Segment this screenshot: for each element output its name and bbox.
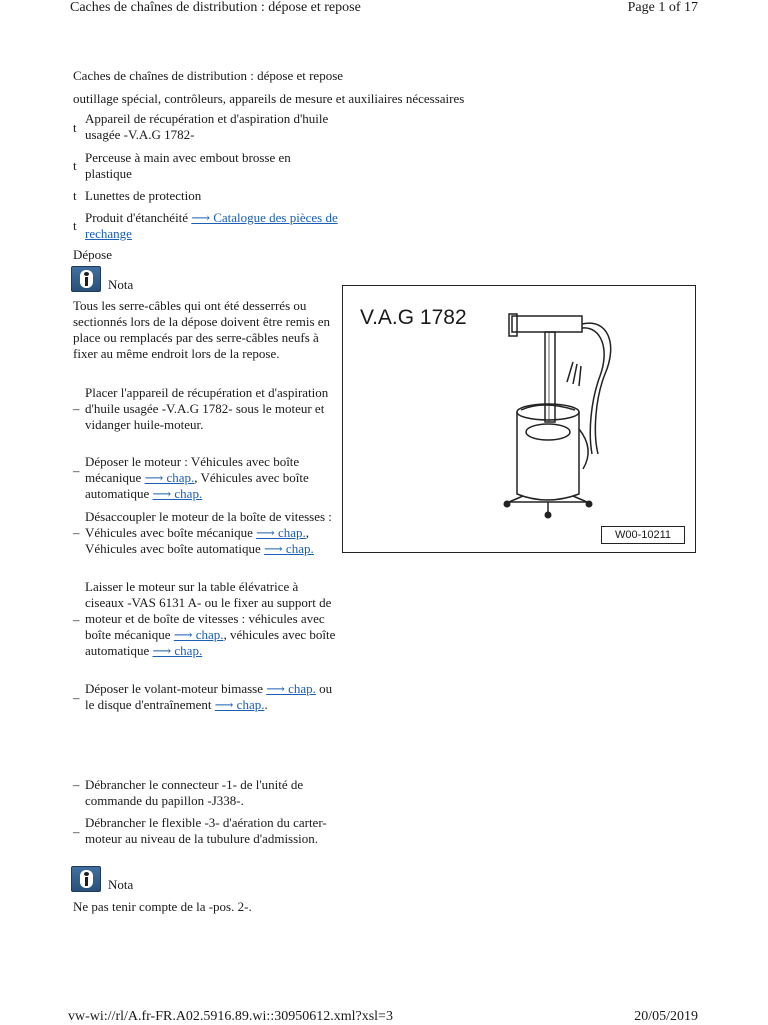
nota-label: Nota bbox=[108, 877, 134, 892]
bullet-marker: t bbox=[73, 188, 77, 203]
info-icon bbox=[71, 266, 101, 292]
footer-date: 20/05/2019 bbox=[634, 1009, 698, 1024]
step-text: , Véhicules avec boîte automatique bbox=[85, 525, 310, 556]
step-item bbox=[73, 777, 338, 809]
step-item bbox=[73, 454, 338, 502]
step-item bbox=[73, 815, 338, 847]
dash-marker: – bbox=[73, 401, 80, 416]
dash-marker: – bbox=[73, 777, 80, 792]
chap-link[interactable]: ⟶ chap. bbox=[173, 627, 224, 642]
oil-extractor-illustration bbox=[483, 304, 663, 534]
tool-text: Appareil de récupération et d'aspiration d'huile usagée -V.A.G 1782- bbox=[85, 111, 329, 142]
step-text: Débrancher le flexible -3- d'aération du carter-moteur au niveau de la tubulure d'admission. bbox=[85, 815, 327, 846]
step-text: Déposer le moteur : Véhicules avec boîte mécanique bbox=[85, 454, 300, 485]
depose-heading: Dépose bbox=[73, 247, 112, 262]
step-text: Déposer le volant-moteur bimasse bbox=[85, 681, 267, 696]
dash-marker: – bbox=[73, 525, 80, 540]
tools-heading: outillage spécial, contrôleurs, appareils de mesure et auxiliaires nécessaires bbox=[73, 91, 465, 106]
nota-text: Ne pas tenir compte de la -pos. 2-. bbox=[73, 899, 252, 914]
step-text: . bbox=[264, 697, 268, 712]
dash-marker: – bbox=[73, 612, 80, 627]
tool-text: Lunettes de protection bbox=[85, 188, 202, 203]
header-title: Caches de chaînes de distribution : dépose et repose bbox=[70, 0, 361, 15]
catalogue-link[interactable]: ⟶ Catalogue des pièces de rechange bbox=[85, 210, 338, 241]
step-item bbox=[73, 681, 338, 713]
step-item bbox=[73, 385, 338, 433]
tool-text: Produit d'étanchéité bbox=[85, 210, 192, 225]
nota-text bbox=[73, 298, 335, 362]
step-text: Placer l'appareil de récupération et d'aspiration d'huile usagée -V.A.G 1782- sous le moteur et vidanger huile-moteur. bbox=[85, 385, 329, 432]
step-text: Désaccoupler le moteur de la boîte de vitesses : Véhicules avec boîte mécanique bbox=[85, 509, 332, 540]
chap-link[interactable]: ⟶ chap. bbox=[266, 681, 316, 696]
figure-code: W00-10211 bbox=[601, 526, 685, 544]
step-text: Débrancher le connecteur -1- de l'unité de commande du papillon -J338-. bbox=[85, 777, 304, 808]
bullet-marker: t bbox=[73, 218, 77, 233]
chap-link[interactable]: ⟶ chap. bbox=[256, 525, 306, 540]
tool-text: Perceuse à main avec embout brosse en plastique bbox=[85, 150, 291, 181]
page-number: Page 1 of 17 bbox=[627, 0, 698, 15]
figure-title: V.A.G 1782 bbox=[360, 306, 467, 329]
chap-link[interactable]: ⟶ chap. bbox=[152, 643, 203, 658]
dash-marker: – bbox=[73, 690, 80, 705]
nota-label: Nota bbox=[108, 277, 134, 292]
tool-item bbox=[73, 150, 338, 182]
dash-marker: – bbox=[73, 463, 80, 478]
chap-link[interactable]: ⟶ chap. bbox=[214, 697, 265, 712]
chap-link[interactable]: ⟶ chap. bbox=[264, 541, 314, 556]
tool-item bbox=[73, 188, 338, 204]
chap-link[interactable]: ⟶ chap. bbox=[144, 470, 195, 485]
nota-text-content: Tous les serre-câbles qui ont été desserrés ou sectionnés lors de la dépose doivent être remis en place ou remplacés par des serre-câbles neufs à fixer au même endroit lors de la repose. bbox=[73, 298, 331, 361]
bullet-marker: t bbox=[73, 120, 77, 135]
step-item bbox=[73, 509, 338, 557]
tool-item bbox=[73, 210, 338, 242]
chap-link[interactable]: ⟶ chap. bbox=[152, 486, 203, 501]
step-text: , véhicules avec boîte automatique bbox=[85, 627, 336, 658]
step-text: , Véhicules avec boîte automatique bbox=[85, 470, 309, 501]
step-item bbox=[73, 579, 338, 659]
info-icon bbox=[71, 866, 101, 892]
step-text: ou le disque d'entraînement bbox=[85, 681, 333, 712]
dash-marker: – bbox=[73, 824, 80, 839]
footer-url: vw-wi://rl/A.fr-FR.A02.5916.89.wi::30950612.xml?xsl=3 bbox=[68, 1009, 393, 1024]
document-title: Caches de chaînes de distribution : dépose et repose bbox=[73, 68, 344, 83]
step-text: Laisser le moteur sur la table élévatrice à ciseaux -VAS 6131 A- ou le fixer au support de moteur et de boîte de vitesses : véhicules avec boîte mécanique bbox=[85, 579, 332, 642]
tool-item bbox=[73, 111, 338, 143]
figure-oil-extractor bbox=[342, 285, 696, 553]
bullet-marker: t bbox=[73, 158, 77, 173]
